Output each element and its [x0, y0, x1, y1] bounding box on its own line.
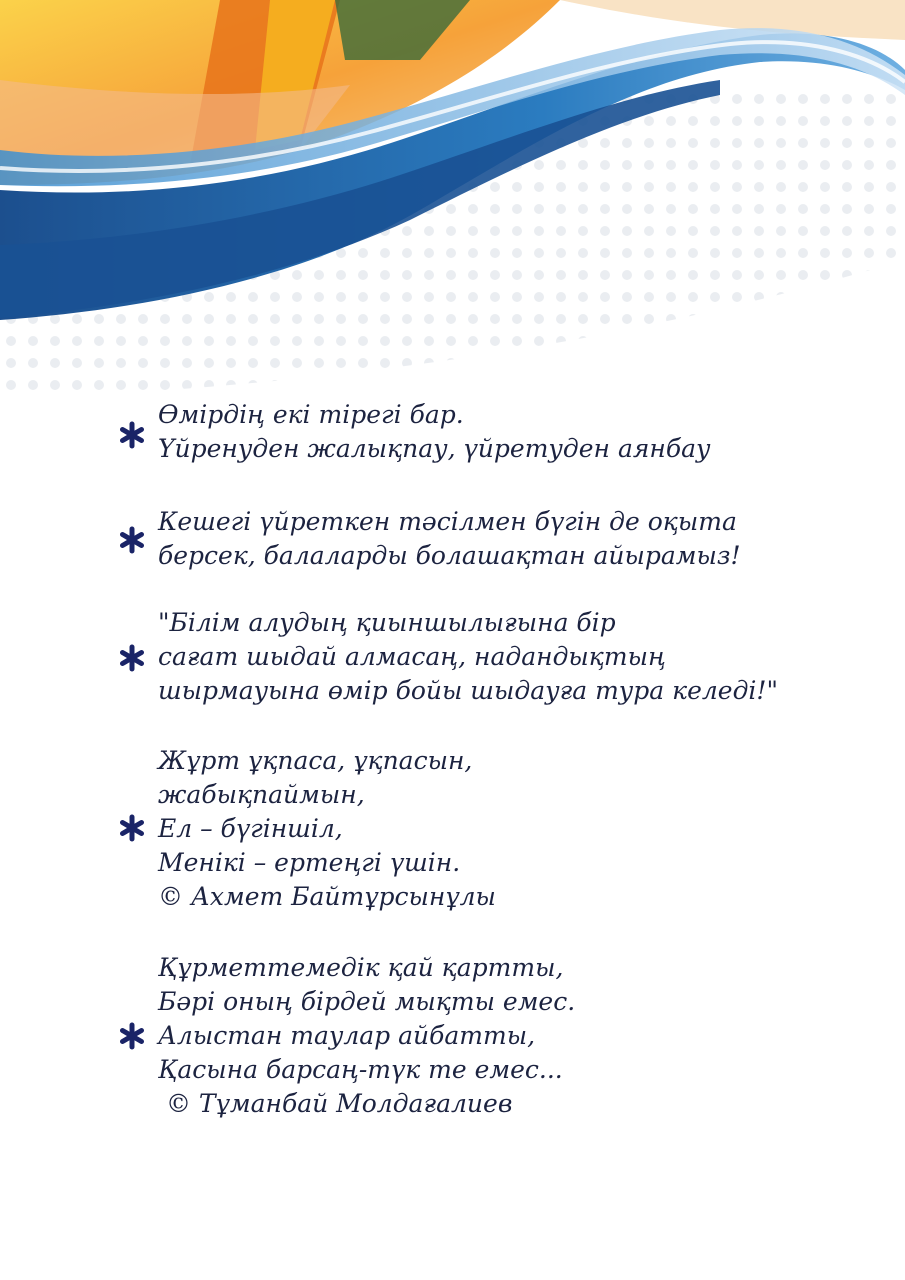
asterisk-icon	[117, 643, 147, 673]
quote-line: Жұрт ұқпаса, ұқпасын,	[158, 746, 473, 775]
quote-line: Алыстан таулар айбатты,	[158, 1021, 536, 1050]
asterisk-icon	[117, 1021, 147, 1051]
quote-line: Ел – бүгіншіл,	[158, 814, 343, 843]
quote-line: берсек, балаларды болашақтан айырамыз!	[158, 541, 741, 570]
quote-line: Қасына барсаң-түк те емес...	[158, 1055, 563, 1084]
quote-line: Бәрі оның бірдей мықты емес.	[158, 987, 576, 1016]
quote-author: © Ахмет Байтұрсынұлы	[158, 882, 496, 911]
quote-line: жабықпаймын,	[158, 780, 365, 809]
quote-3	[158, 606, 778, 708]
quote-line: Өмірдің екі тірегі бар.	[158, 400, 464, 429]
quote-1	[158, 398, 711, 466]
quote-5	[158, 951, 575, 1121]
asterisk-icon	[117, 525, 147, 555]
quote-line: "Білім алудың қиыншылығына бір	[158, 608, 616, 637]
quote-author: © Тұманбай Молдағалиев	[158, 1089, 513, 1118]
quote-line: Кешегі үйреткен тәсілмен бүгін де оқыта	[158, 507, 737, 536]
quote-line: Үйренуден жалықпау, үйретуден аянбау	[158, 434, 711, 463]
quote-2	[158, 505, 741, 573]
quote-4	[158, 744, 496, 914]
quote-line: Менікі – ертеңгі үшін.	[158, 848, 461, 877]
quote-line: Құрметтемедік қай қартты,	[158, 953, 564, 982]
asterisk-icon	[117, 813, 147, 843]
asterisk-icon	[117, 420, 147, 450]
quote-line: сағат шыдай алмасаң, надандықтың	[158, 642, 666, 671]
quote-line: шырмауына өмір бойы шыдауға тура келеді!"	[158, 676, 778, 705]
